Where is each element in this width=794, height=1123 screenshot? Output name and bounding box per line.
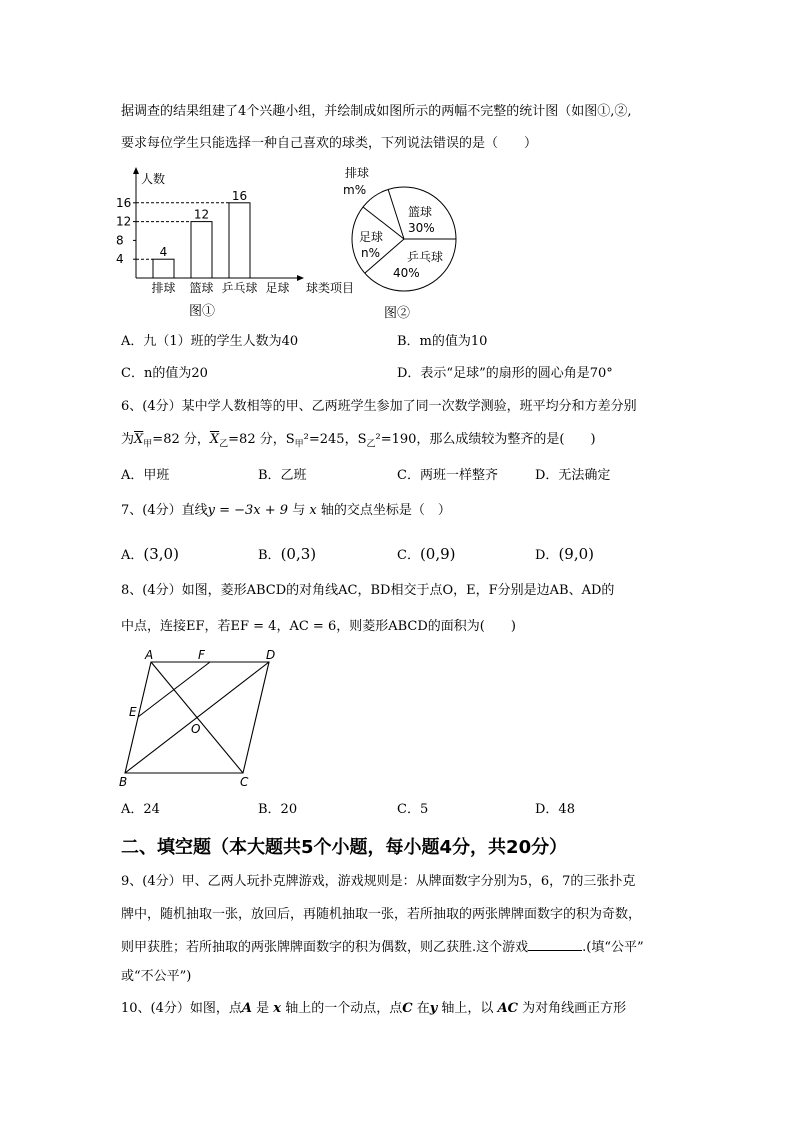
q5-option-d: D．表示“足球”的扇形的圆心角是70° (397, 366, 613, 381)
point-label-e: E (129, 705, 137, 719)
q7-option-d: D．(9,0) (535, 545, 594, 563)
section-title: 二、填空题（本大题共5个小题，每小题4分，共20分） (121, 837, 568, 858)
bar (229, 203, 250, 278)
pie-label-volleyball: 排球 (345, 166, 370, 180)
pie-label-pingpong: 乒乓球 (407, 250, 444, 264)
q5-option-c: C．n的值为20 (121, 366, 208, 381)
point-label-d: D (266, 648, 276, 662)
point-label-o: O (191, 722, 201, 736)
q9-line1: 9、(4分）甲、乙两人玩扑克牌游戏，游戏规则是：从牌面数字分别为5，6，7的三张扑克 (121, 874, 636, 889)
q9-line3: 则甲获胜；若所抽取的两张牌牌面数字的积为偶数，则乙获胜.这个游戏 .(填“公平” (121, 940, 644, 955)
q8-option-a: A．24 (121, 802, 160, 817)
q6-option-d: D．无法确定 (535, 468, 611, 483)
rhombus-figure (112, 645, 292, 793)
y-tick-label: 12 (116, 214, 132, 229)
pie-chart (335, 160, 475, 300)
pie-label-football: 足球 (359, 230, 384, 244)
answer-blank[interactable] (528, 938, 582, 951)
q6-line2: 为$\overline{X}_甲=82$ 分，$\overline{X}_乙=82$ 分，$S_甲^2=245$，$S_乙^2=190$，那么成绩较为整齐的是( ) (121, 432, 596, 450)
bar-value-label: 16 (231, 188, 248, 203)
q7-option-c: C．(0,9) (397, 545, 456, 563)
q5-line1: 据调查的结果组建了4个兴趣小组，并绘制成如图所示的两幅不完整的统计图（如图①,②, (121, 104, 632, 119)
q6-line1: 6、(4分）某中学人数相等的甲、乙两班学生参加了同一次数学测验，班平均分和方差分别 (121, 399, 637, 414)
bar-value-label: 4 (159, 245, 168, 260)
q6-option-c: C．两班一样整齐 (397, 468, 498, 483)
q8-option-c: C．5 (397, 802, 429, 817)
q5-option-a: A．九（1）班的学生人数为40 (121, 334, 299, 349)
q9-line2: 牌中，随机抽取一张，放回后，再随机抽取一张，若所抽取的两张牌牌面数字的积为奇数， (121, 907, 642, 922)
q7-option-b: B．(0,3) (258, 545, 317, 563)
q8-line2: 中点，连接EF，若EF = 4，AC = 6，则菱形ABCD的面积为( ) (121, 619, 516, 634)
pie-label-volleyball-pct: m% (343, 183, 367, 197)
x-category-label: 篮球 (189, 281, 214, 295)
bar-value-label: 12 (193, 207, 210, 222)
q9-line4: 或“不公平”) (121, 969, 192, 984)
q10-line1: 10、(4分）如图，点A 是 x 轴上的一个动点，点C 在y 轴上，以 AC 为对角线画正方形 (121, 1001, 627, 1016)
y-tick-label: 4 (116, 252, 124, 267)
q7-stem: 7、(4分）直线y = −3x + 9 与 x 轴的交点坐标是（ ） (121, 503, 451, 518)
q6-option-b: B．乙班 (258, 468, 307, 483)
x-axis-title: 球类项目 (306, 281, 355, 295)
x-category-label: 排球 (151, 281, 176, 295)
q8-option-d: D．48 (535, 802, 575, 817)
y-tick-label: 16 (116, 195, 132, 210)
pie-label-football-pct: n% (361, 246, 381, 260)
pie-label-basketball-pct: 30% (408, 221, 435, 235)
pie-label-basketball: 篮球 (408, 205, 433, 219)
x-axis-arrow (297, 275, 304, 281)
point-label-b: B (119, 775, 128, 789)
bar-chart (116, 165, 361, 300)
y-axis-arrow (133, 167, 139, 174)
x-category-label: 乒乓球 (221, 281, 258, 295)
q8-line1: 8、(4分）如图，菱形ABCD的对角线AC，BD相交于点O，E，F分别是边AB、AD的 (121, 583, 615, 598)
q7-option-a: A．(3,0) (121, 545, 179, 563)
q6-option-a: A．甲班 (121, 468, 170, 483)
pie-chart-caption: 图② (384, 306, 411, 321)
point-label-a: A (145, 648, 154, 662)
y-tick-label: 8 (116, 233, 124, 248)
bar (153, 259, 174, 278)
x-category-label: 足球 (265, 281, 290, 295)
bar-chart-caption: 图① (189, 304, 216, 319)
y-axis-title: 人数 (141, 172, 166, 186)
point-label-f: F (198, 648, 205, 662)
pie-label-pingpong-pct: 40% (393, 266, 420, 280)
q5-option-b: B．m的值为10 (397, 334, 488, 349)
q5-line2: 要求每位学生只能选择一种自己喜欢的球类，下列说法错误的是（ ） (121, 136, 538, 151)
point-label-c: C (240, 775, 249, 789)
bar (191, 222, 212, 278)
q8-option-b: B．20 (258, 802, 298, 817)
pie-divider (388, 189, 404, 239)
